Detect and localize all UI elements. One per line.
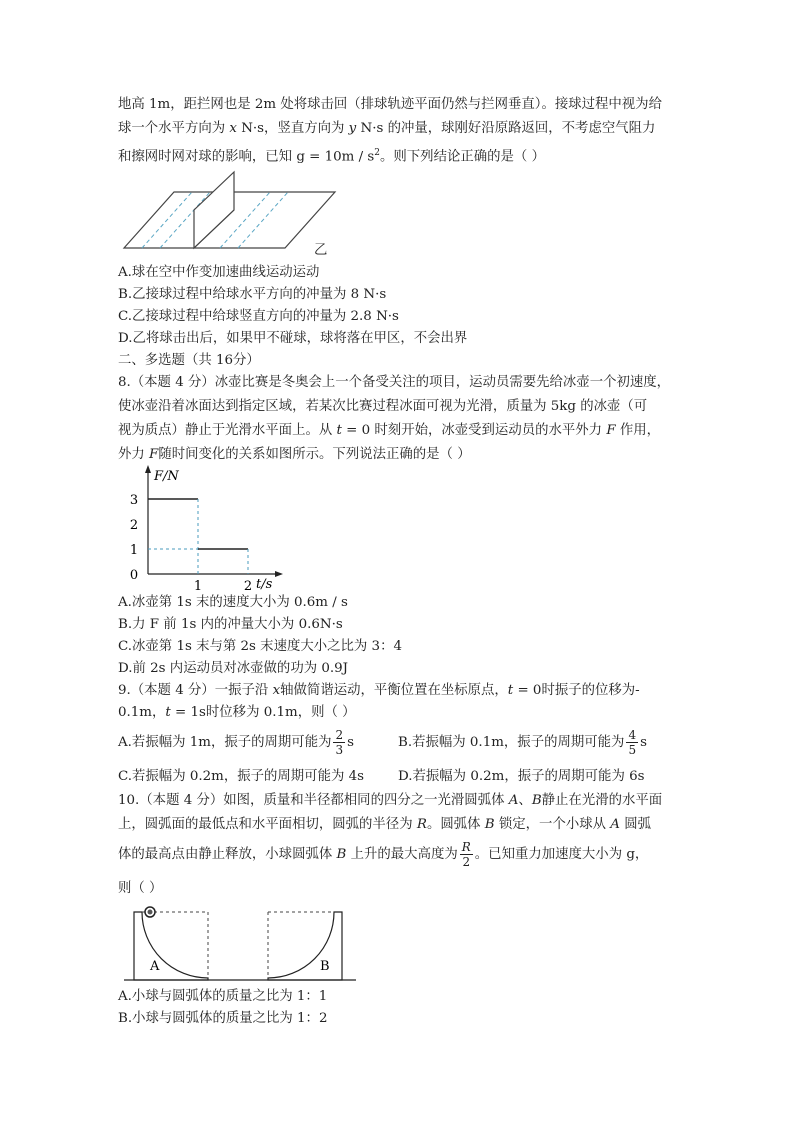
figure-label-yi: 乙 — [314, 243, 328, 258]
y-tick-label: 1 — [129, 543, 139, 558]
q10-option-b: B.小球与圆弧体的质量之比为 1：2 — [118, 1011, 328, 1026]
y-axis-label: F/N — [154, 469, 179, 484]
q8-line3: 视为质点）静止于光滑水平面上。从 t = 0 时刻开始，冰壶受到运动员的水平外力 F 作用， — [118, 423, 661, 438]
q8-option-a: A.冰壶第 1s 末的速度大小为 0.6m / s — [118, 595, 348, 610]
x-tick-label: 2 — [243, 579, 253, 592]
q9-line1: 9.（本题 4 分）一振子沿 x轴做简谐运动，平衡位置在坐标原点，t = 0时振子的位移为- — [118, 683, 640, 698]
q7-line2: 球一个水平方向为 x N·s，竖直方向为 y N·s 的冲量，球刚好沿原路返回，不考虑空气阻力 — [118, 121, 656, 136]
q9-option-a: A.若振幅为 1m，振子的周期可能为 $\frac{2}{3}$ s — [118, 728, 354, 757]
arc-body-a — [134, 912, 208, 980]
q8-line1: 8.（本题 4 分）冰壶比赛是冬奥会上一个备受关注的项目，运动员需要先给冰壶一个初速度， — [118, 375, 671, 390]
q9-option-d: D.若振幅为 0.2m，振子的周期可能为 6s — [398, 769, 645, 784]
q8-option-b: B.力 F 前 1s 内的冲量大小为 0.6N·s — [118, 617, 343, 632]
arc-bodies-figure — [120, 902, 360, 986]
q10-option-a: A.小球与圆弧体的质量之比为 1：1 — [118, 989, 328, 1004]
arc-body-b — [268, 912, 342, 980]
net — [194, 172, 234, 248]
q7-line3: 和擦网时网对球的影响，已知 $g = 10m / s^2$。则下列结论正确的是（ ） — [118, 148, 545, 165]
x-tick-label: 1 — [193, 579, 203, 592]
q7-option-b: B.乙接球过程中给球水平方向的冲量为 8 N·s — [118, 287, 387, 302]
q9-option-b: B.若振幅为 0.1m，振子的周期可能为 $\frac{4}{5}$ s — [398, 728, 647, 757]
y-tick-label: 2 — [129, 518, 139, 533]
q7-option-c: C.乙接球过程中给球竖直方向的冲量为 2.8 N·s — [118, 309, 399, 324]
x-axis-label: t/s — [256, 577, 273, 592]
q8-option-c: C.冰壶第 1s 末与第 2s 末速度大小之比为 3：4 — [118, 639, 402, 654]
label-b: B — [320, 959, 330, 974]
q10-line3: 体的最高点由静止释放，小球圆弧体 B 上升的最大高度为 $\frac{R}{2}$ 。已知重力加速度大小为 g， — [118, 840, 649, 869]
q9-option-c: C.若振幅为 0.2m，振子的周期可能为 4s — [118, 769, 364, 784]
q10-line1: 10.（本题 4 分）如图，质量和半径都相同的四分之一光滑圆弧体 A、B静止在光滑的水平面 — [118, 793, 663, 808]
q7-line1: 地高 1m，距拦网也是 2m 处将球击回（排球轨迹平面仍然与拦网垂直）。接球过程中视为给 — [118, 97, 662, 112]
q8-line2: 使冰壶沿着冰面达到指定区域，若某次比赛过程冰面可视为光滑，质量为 5kg 的冰壶（可 — [118, 399, 648, 414]
q7-option-d: D.乙将球击出后，如果甲不碰球，球将落在甲区，不会出界 — [118, 331, 468, 346]
y-tick-label: 0 — [129, 568, 139, 583]
y-tick-label: 3 — [129, 493, 139, 508]
q10-line2: 上，圆弧面的最低点和水平面相切，圆弧的半径为 R。圆弧体 B 锁定，一个小球从 A 圆弧 — [118, 817, 651, 832]
q9-line2: 0.1m，t = 1s时位移为 0.1m，则（ ） — [118, 705, 356, 720]
force-time-chart — [118, 462, 288, 592]
x-axis-arrow — [275, 571, 283, 577]
q8-line4: 外力 F随时间变化的关系如图所示。下列说法正确的是（ ） — [118, 447, 471, 462]
label-a: A — [150, 959, 160, 974]
volleyball-court-figure — [120, 170, 340, 262]
y-axis-arrow — [145, 465, 151, 473]
q10-line4: 则（ ） — [118, 881, 163, 896]
q8-option-d: D.前 2s 内运动员对冰壶做的功为 0.9J — [118, 661, 349, 676]
q7-option-a: A.球在空中作变加速曲线运动运动 — [118, 265, 320, 280]
section-heading: 二、多选题（共 16分） — [118, 353, 260, 368]
